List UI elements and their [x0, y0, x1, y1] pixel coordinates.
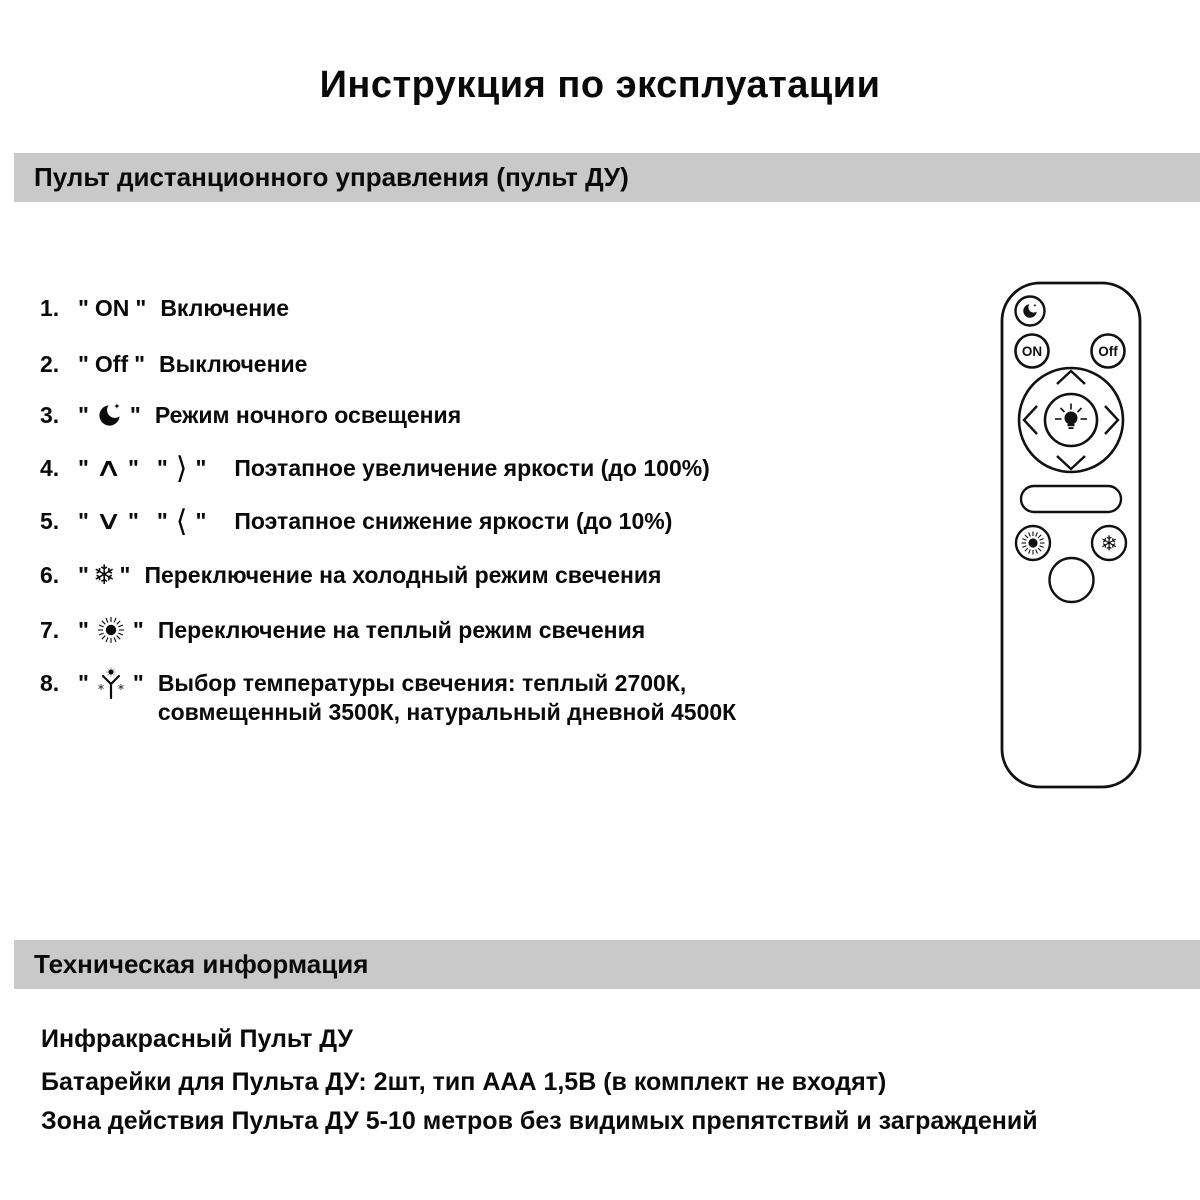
- off-button: [1092, 335, 1125, 368]
- on-button: [1016, 335, 1049, 368]
- dpad-down-arrow: [1057, 456, 1085, 469]
- quote-mark: ": [129, 402, 141, 428]
- section-header-remote: [14, 153, 1200, 202]
- off-button-label: Off: [1098, 344, 1118, 359]
- section-header-remote-label: Пульт дистанционного управления (пульт ДУ): [34, 162, 629, 192]
- button-key-label: ON: [94, 295, 130, 321]
- dpad: [1019, 368, 1123, 472]
- round-bottom-button: [1050, 558, 1094, 602]
- quote-mark: ": [195, 508, 207, 534]
- chevron-up-icon: ∧: [94, 453, 123, 483]
- list-item-off: [40, 350, 307, 379]
- item-number: 5.: [40, 508, 60, 534]
- item-text: Поэтапное увеличение яркости (до 100%): [234, 455, 710, 481]
- quote-mark: ": [78, 616, 89, 643]
- tech-line-batteries: Батарейки для Пульта ДУ: 2шт, тип ААА 1,5В (в комплект не входят): [41, 1068, 887, 1096]
- dpad-right-arrow: [1105, 406, 1118, 434]
- quote-mark: ": [78, 295, 89, 321]
- item-number: 6.: [40, 562, 60, 588]
- tech-line-remote-type: Инфракрасный Пульт ДУ: [41, 1025, 353, 1053]
- snowflake-icon: ❄: [1100, 531, 1118, 556]
- quote-mark: ": [78, 402, 89, 428]
- quote-mark: ": [78, 508, 89, 534]
- chevron-down-icon: ∨: [94, 506, 123, 536]
- quote-mark: ": [156, 455, 168, 481]
- dpad-left-arrow: [1024, 406, 1037, 434]
- item-text: Поэтапное снижение яркости (до 10%): [234, 508, 673, 534]
- snowflake-icon: ❄: [92, 560, 116, 591]
- item-number: 1.: [40, 295, 60, 321]
- color-temperature-mix-icon: [96, 667, 126, 701]
- item-text-line2: совмещенный 3500К, натуральный дневной 4500К: [157, 699, 737, 725]
- item-number: 7.: [40, 616, 60, 643]
- quote-mark: ": [132, 616, 144, 643]
- light-bulb-icon: [1055, 404, 1087, 430]
- list-item-color-temperature: [40, 669, 736, 727]
- crescent-moon-icon: [1023, 304, 1036, 318]
- item-text-line1: Выбор температуры свечения: теплый 2700К,: [157, 670, 687, 696]
- item-text: Режим ночного освещения: [154, 402, 462, 428]
- on-button-label: ON: [1021, 344, 1043, 359]
- quote-mark: ": [78, 562, 89, 588]
- section-header-tech: [14, 940, 1200, 989]
- night-mode-button: [1016, 297, 1045, 326]
- item-number: 3.: [40, 402, 60, 428]
- list-item-night-mode: [40, 401, 461, 430]
- quote-mark: ": [78, 455, 89, 481]
- item-text: [158, 669, 736, 727]
- quote-mark: ": [134, 351, 146, 377]
- list-item-cold-mode: [40, 561, 661, 590]
- list-item-on: [40, 294, 289, 323]
- cold-light-button: [1092, 526, 1126, 560]
- crescent-moon-icon: [96, 402, 123, 429]
- quote-mark: ": [156, 508, 168, 534]
- quote-mark: ": [78, 670, 89, 696]
- pill-bar-button: [1021, 486, 1121, 512]
- remote-control-illustration: [990, 275, 1150, 795]
- quote-mark: ": [119, 562, 131, 588]
- item-text: Включение: [160, 295, 290, 321]
- section-header-tech-label: Техническая информация: [34, 949, 369, 979]
- page-title: Инструкция по эксплуатации: [319, 64, 881, 106]
- item-number: 8.: [40, 670, 60, 696]
- item-number: 2.: [40, 351, 60, 377]
- item-text: Переключение на холодный режим свечения: [144, 562, 662, 588]
- button-key-label: Off: [94, 351, 129, 377]
- list-item-brightness-up: [40, 451, 710, 486]
- quote-mark: ": [127, 455, 139, 481]
- item-number: 4.: [40, 455, 60, 481]
- angle-right-icon: ⟩: [175, 451, 188, 486]
- quote-mark: ": [135, 295, 147, 321]
- quote-mark: ": [195, 455, 207, 481]
- list-item-brightness-down: [40, 504, 673, 539]
- quote-mark: ": [78, 351, 89, 377]
- tech-line-range: Зона действия Пульта ДУ 5-10 метров без видимых препятствий и заграждений: [41, 1107, 1038, 1135]
- list-item-warm-mode: [40, 615, 645, 645]
- sun-icon: [1022, 532, 1045, 555]
- angle-left-icon: ⟨: [175, 504, 188, 539]
- dpad-up-arrow: [1057, 371, 1085, 384]
- sun-icon: [96, 615, 126, 645]
- quote-mark: ": [127, 508, 139, 534]
- quote-mark: ": [132, 670, 144, 696]
- warm-light-button: [1016, 526, 1050, 560]
- item-text: Выключение: [159, 351, 308, 377]
- item-text: Переключение на теплый режим свечения: [157, 616, 646, 643]
